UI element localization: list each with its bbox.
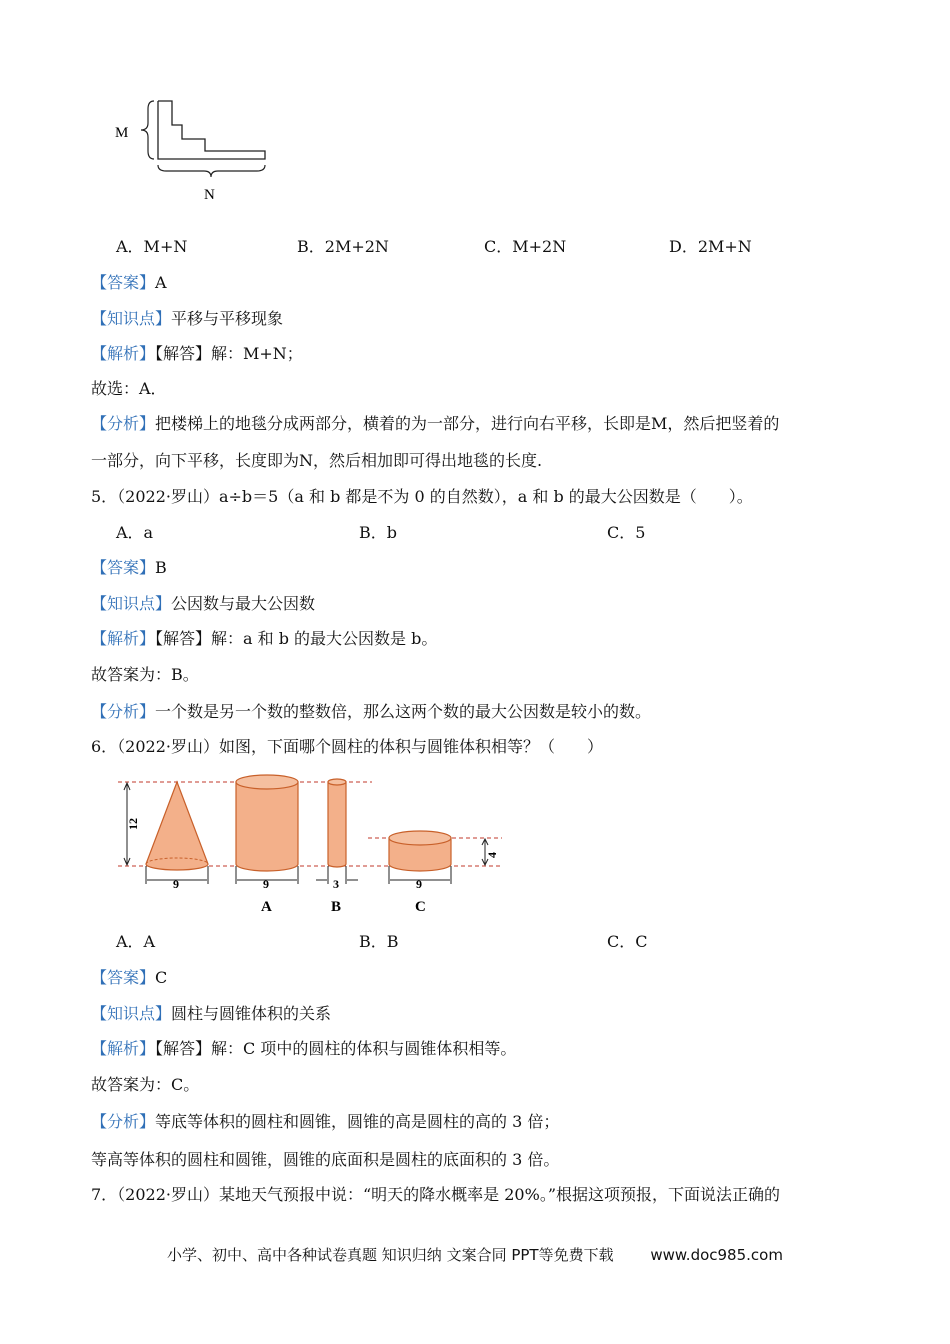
- cylinder-b-base-dim: [316, 866, 358, 891]
- q6-reasoning-1: 【分析】等底等体积的圆柱和圆锥，圆锥的高是圆柱的高的 3 倍；: [91, 1112, 560, 1131]
- q6-conclusion: 故答案为：C。: [91, 1075, 200, 1094]
- q4-analysis: 【解析】【解答】解：M+N；: [91, 344, 303, 363]
- q7-stem: 7．（2022·罗山）某地天气预报中说：“明天的降水概率是 20%。”根据这项预报，下面说法正确的: [91, 1185, 780, 1204]
- footer-url[interactable]: www.doc985.com: [650, 1246, 783, 1264]
- q5-stem: 5．（2022·罗山）a÷b＝5（a 和 b 都是不为 0 的自然数），a 和 b 的最大公因数是（ ）。: [91, 487, 753, 506]
- q6-reasoning-2: 等高等体积的圆柱和圆锥，圆锥的底面积是圆柱的底面积的 3 倍。: [91, 1150, 560, 1169]
- label-m: M: [115, 125, 129, 141]
- q6-knowledge-point: 【知识点】圆柱与圆锥体积的关系: [91, 1004, 332, 1023]
- q4-conclusion: 故选：A．: [91, 379, 167, 398]
- staircase-outline: [158, 101, 265, 159]
- label-a: A: [261, 899, 272, 915]
- cylinder-a: [236, 782, 298, 871]
- brace-m: [141, 101, 154, 159]
- brace-n: [158, 165, 265, 177]
- q4-option-a: A．M+N: [116, 237, 188, 256]
- q6-option-c: C．C: [607, 932, 648, 951]
- q5-option-c: C．5: [607, 523, 646, 542]
- q6-stem: 6．（2022·罗山）如图，下面哪个圆柱的体积与圆锥体积相等？（ ）: [91, 737, 603, 756]
- staircase-figure: [110, 95, 280, 210]
- q6-option-a: A．A: [116, 932, 156, 951]
- footer-text: 小学、初中、高中各种试卷真题 知识归纳 文案合同 PPT等免费下载: [167, 1246, 614, 1264]
- q5-answer: 【答案】B: [91, 558, 167, 577]
- cylinder-c-top: [389, 831, 451, 845]
- q4-answer: 【答案】A: [91, 273, 167, 292]
- q6-option-b: B．B: [359, 932, 399, 951]
- cylinder-cone-figure: [110, 768, 510, 916]
- cylinder-a-top: [236, 775, 298, 789]
- cylinder-a-base-label: 9: [263, 877, 269, 891]
- q4-reasoning-2: 一部分，向下平移，长度即为N，然后相加即可得出地毯的长度.: [91, 451, 543, 470]
- label-c: C: [415, 899, 426, 915]
- label-n: N: [204, 187, 215, 203]
- q4-reasoning-1: 【分析】把楼梯上的地毯分成两部分，横着的为一部分，进行向右平移，长即是M，然后把竖着的: [91, 414, 780, 433]
- q6-analysis: 【解析】【解答】解：C 项中的圆柱的体积与圆锥体积相等。: [91, 1039, 517, 1058]
- page-footer: [0, 1244, 950, 1265]
- label-b: B: [331, 899, 342, 915]
- cone-base-label: 9: [173, 877, 179, 891]
- q4-option-c: C．M+2N: [484, 237, 567, 256]
- q5-analysis: 【解析】【解答】解：a 和 b 的最大公因数是 b。: [91, 629, 438, 648]
- cylinder-b: [328, 782, 346, 867]
- q4-knowledge-point: 【知识点】平移与平移现象: [91, 309, 284, 328]
- q5-knowledge-point: 【知识点】公因数与最大公因数: [91, 594, 316, 613]
- q6-answer: 【答案】C: [91, 968, 168, 987]
- q4-option-b: B．2M+2N: [297, 237, 389, 256]
- q5-conclusion: 故答案为：B。: [91, 665, 199, 684]
- cylinder-b-top: [328, 779, 346, 785]
- cylinder-b-base-label: 3: [333, 877, 339, 891]
- cylinder-c-base-label: 9: [416, 877, 422, 891]
- dim-4-label: 4: [485, 852, 499, 858]
- cone: [146, 782, 208, 870]
- q4-option-d: D．2M+N: [669, 237, 752, 256]
- q5-option-a: A．a: [116, 523, 154, 542]
- dim-12-label: 12: [126, 818, 140, 830]
- q5-option-b: B．b: [359, 523, 398, 542]
- q5-reasoning: 【分析】一个数是另一个数的整数倍，那么这两个数的最大公因数是较小的数。: [91, 702, 652, 721]
